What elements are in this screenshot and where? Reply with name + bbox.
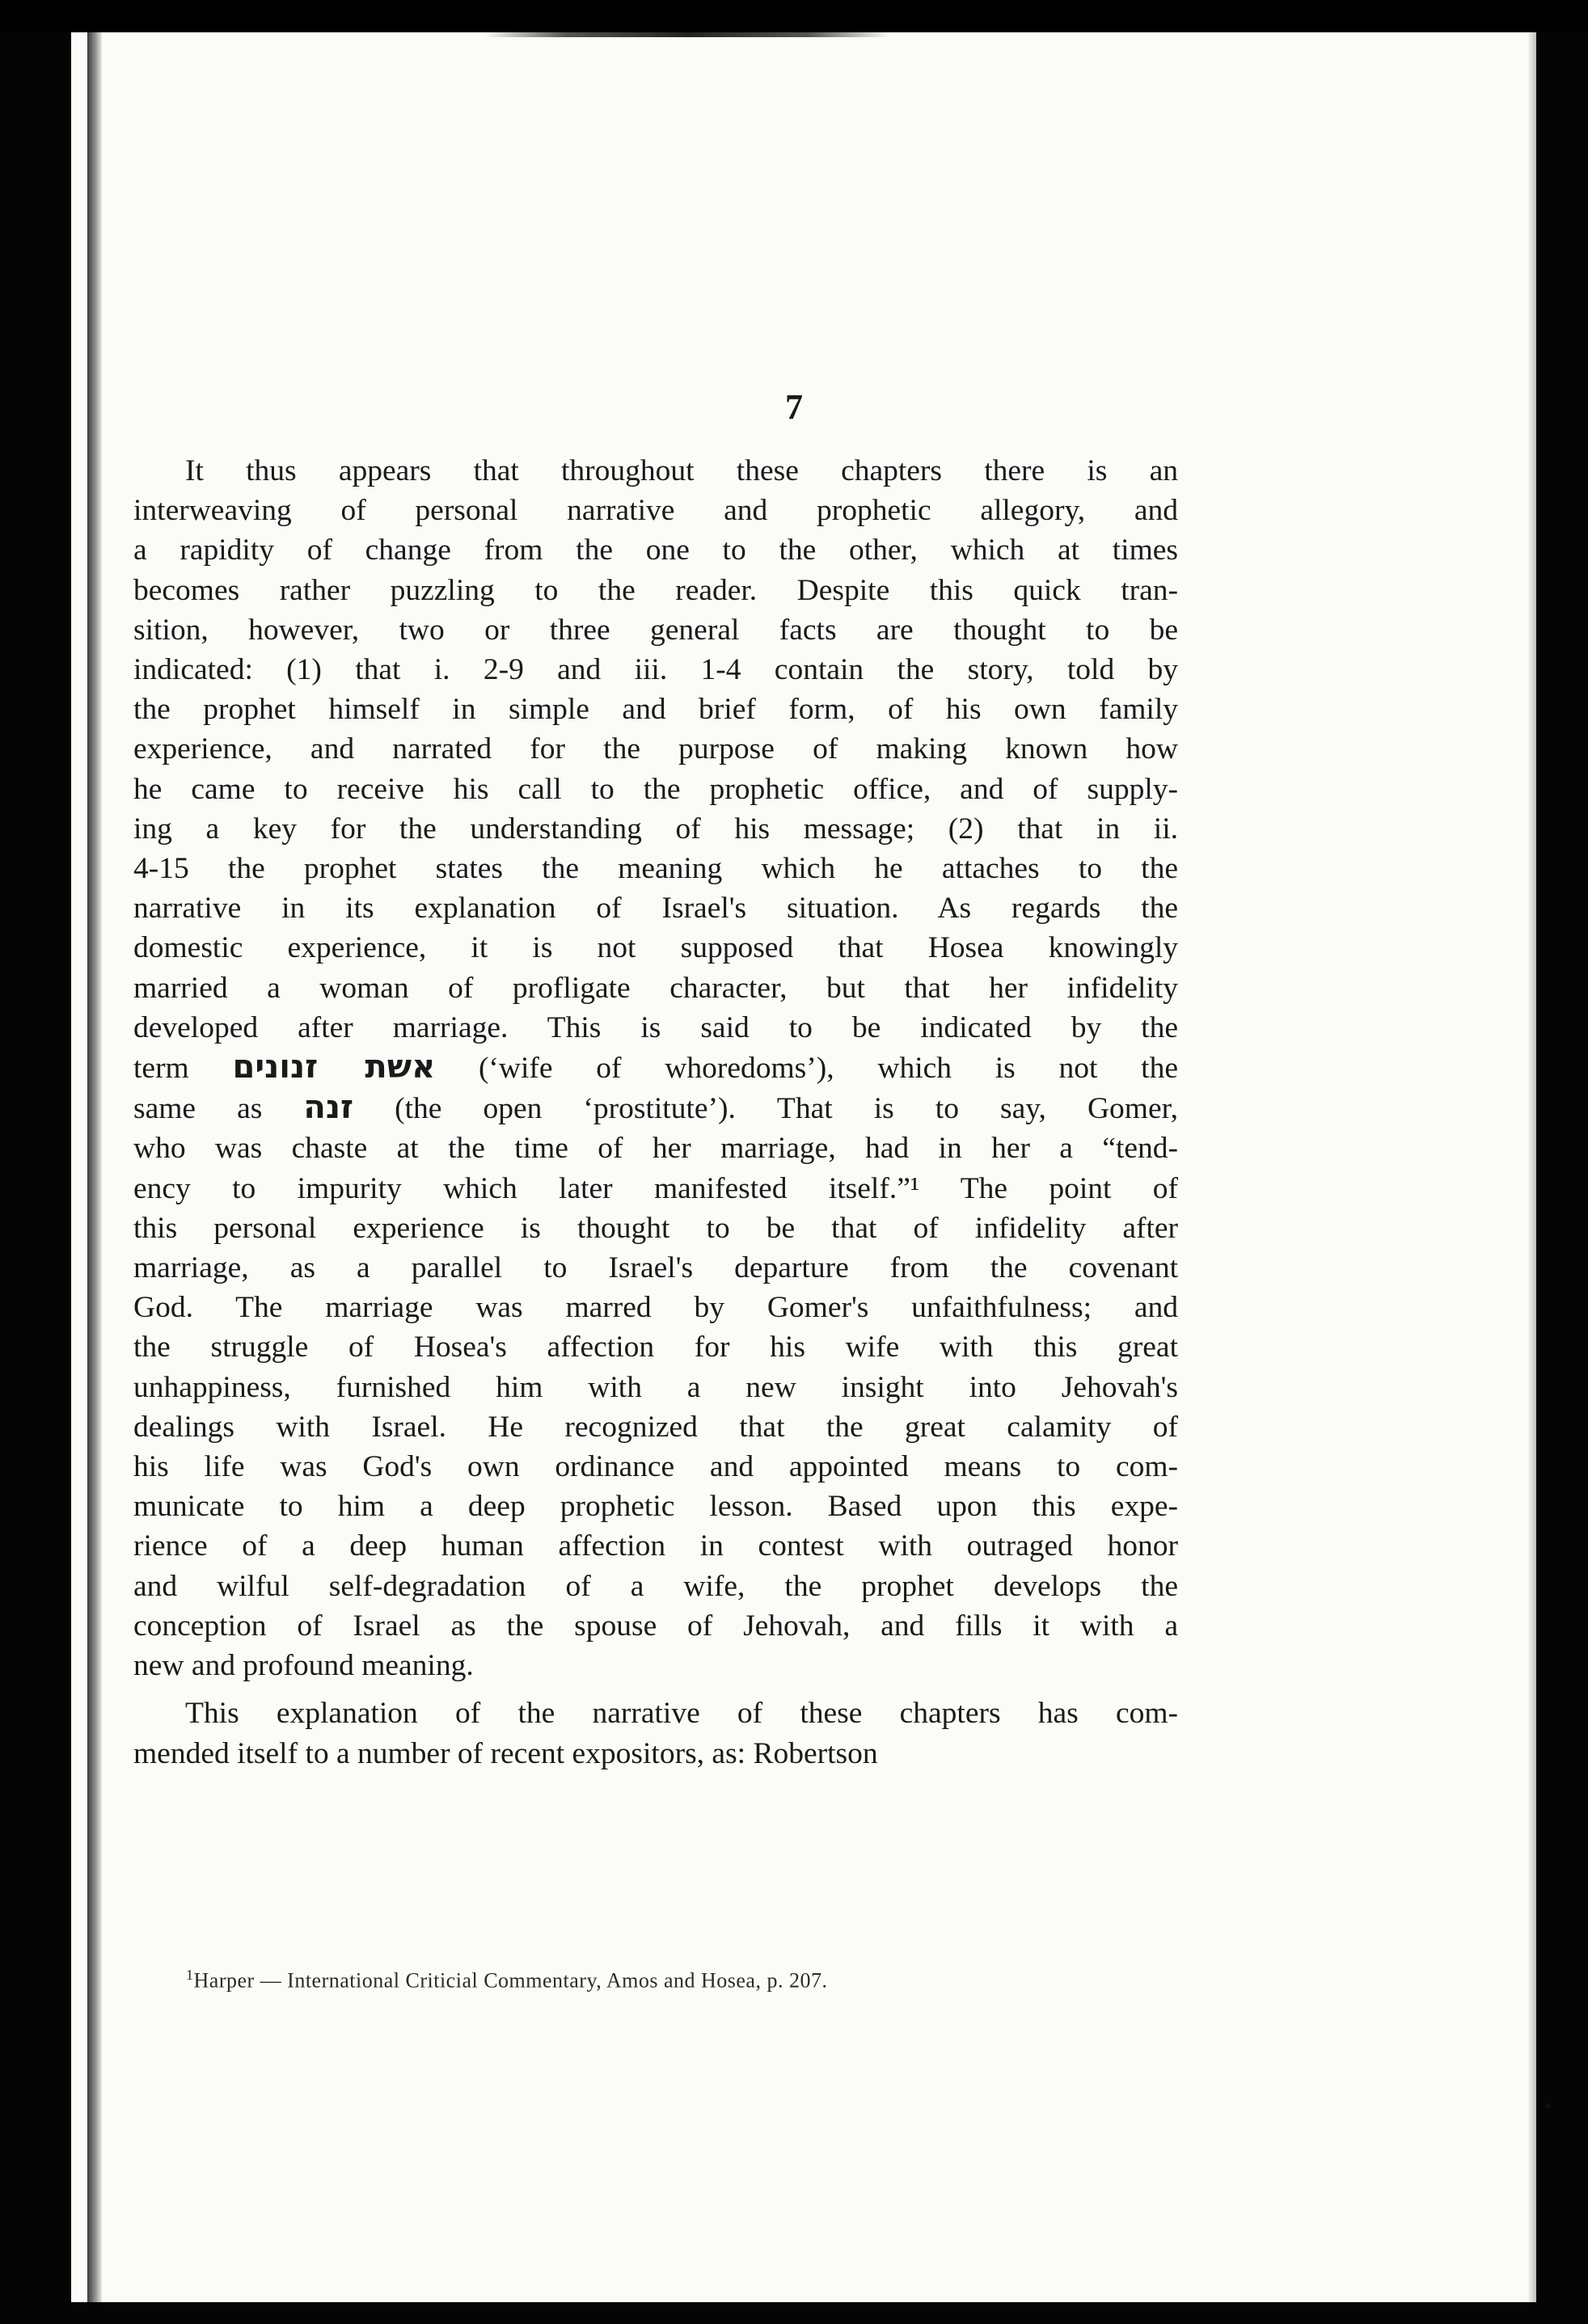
text-line: ency to impurity which later manifested itself.”¹ The point of — [133, 1171, 1178, 1205]
text-line: the prophet himself in simple and brief form, of his own family — [133, 693, 1178, 727]
page-edge-shadow — [1528, 32, 1536, 2302]
text-line: It thus appears that throughout these chapters there is an — [185, 454, 1178, 487]
text-line: his life was God's own ordinance and appointed means to com- — [133, 1450, 1178, 1484]
text-line: married a woman of profligate character, but that her infidelity — [133, 971, 1178, 1005]
text-line: God. The marriage was marred by Gomer's unfaithfulness; and — [133, 1291, 1178, 1325]
paragraph — [133, 1693, 1178, 1773]
text-line — [133, 1048, 1178, 1088]
text-line: rience of a deep human affection in contest with outraged honor — [133, 1529, 1178, 1563]
text-fragment: same as — [133, 1092, 304, 1126]
text-line: developed after marriage. This is said to be indicated by the — [133, 1010, 1178, 1044]
text-line: This explanation of the narrative of these chapters has com- — [185, 1697, 1178, 1731]
text-line: indicated: (1) that i. 2-9 and iii. 1-4 contain the story, told by — [133, 653, 1178, 687]
text-line: dealings with Israel. He recognized that the great calamity of — [133, 1410, 1178, 1444]
text-line: experience, and narrated for the purpose of making known how — [133, 732, 1178, 766]
text-line: new and profound meaning. — [133, 1649, 474, 1683]
text-line: he came to receive his call to the prophetic office, and of supply- — [133, 772, 1178, 806]
footnote-text: Harper — International Criticial Commentary, Amos and Hosea, p. 207. — [193, 1968, 828, 1993]
text-line: domestic experience, it is not supposed that Hosea knowingly — [133, 931, 1178, 965]
paragraph — [133, 451, 1178, 1685]
text-line: sition, however, two or three general facts are thought to be — [133, 613, 1178, 647]
page-gutter-shadow — [87, 32, 102, 2302]
text-line: narrative in its explanation of Israel's situation. As regards the — [133, 892, 1178, 926]
footnote-mark: 1 — [186, 1967, 194, 1983]
text-fragment: (the open ‘prostitute’). That is to say, Gomer, — [353, 1092, 1178, 1126]
scan-mark — [485, 32, 889, 37]
text-fragment: (‘wife of whoredoms’), which is not the — [435, 1052, 1178, 1086]
text-line: interweaving of personal narrative and prophetic allegory, and — [133, 494, 1178, 528]
text-line: who was chaste at the time of her marriage, had in her a “tend- — [133, 1132, 1178, 1166]
text-line: ing a key for the understanding of his message; (2) that in ii. — [133, 812, 1178, 846]
text-line: a rapidity of change from the one to the other, which at times — [133, 534, 1178, 567]
top-border — [0, 0, 1588, 32]
hebrew-term: זנה — [303, 1089, 354, 1127]
text-line — [133, 1088, 1178, 1128]
text-line: conception of Israel as the spouse of Jehovah, and fills it with a — [133, 1609, 1178, 1643]
body-text — [133, 451, 1178, 1774]
text-line: 4-15 the prophet states the meaning which he attaches to the — [133, 852, 1178, 886]
footnote — [186, 1967, 1189, 1993]
hebrew-term: אשת זנונים — [232, 1048, 436, 1086]
text-line: the struggle of Hosea's affection for his wife with this great — [133, 1331, 1178, 1364]
text-line: and wilful self-degradation of a wife, the prophet develops the — [133, 1569, 1178, 1603]
text-line: unhappiness, furnished him with a new insight into Jehovah's — [133, 1370, 1178, 1404]
text-line: becomes rather puzzling to the reader. Despite this quick tran- — [133, 573, 1178, 607]
text-fragment: term — [133, 1052, 233, 1086]
text-line: mended itself to a number of recent expositors, as: Robertson — [133, 1736, 878, 1770]
text-line: municate to him a deep prophetic lesson. Based upon this expe- — [133, 1490, 1178, 1524]
page-number: 7 — [785, 387, 803, 427]
text-line: marriage, as a parallel to Israel's departure from the covenant — [133, 1251, 1178, 1285]
scan-speck — [1546, 2103, 1551, 2108]
text-line: this personal experience is thought to be that of infidelity after — [133, 1211, 1178, 1245]
